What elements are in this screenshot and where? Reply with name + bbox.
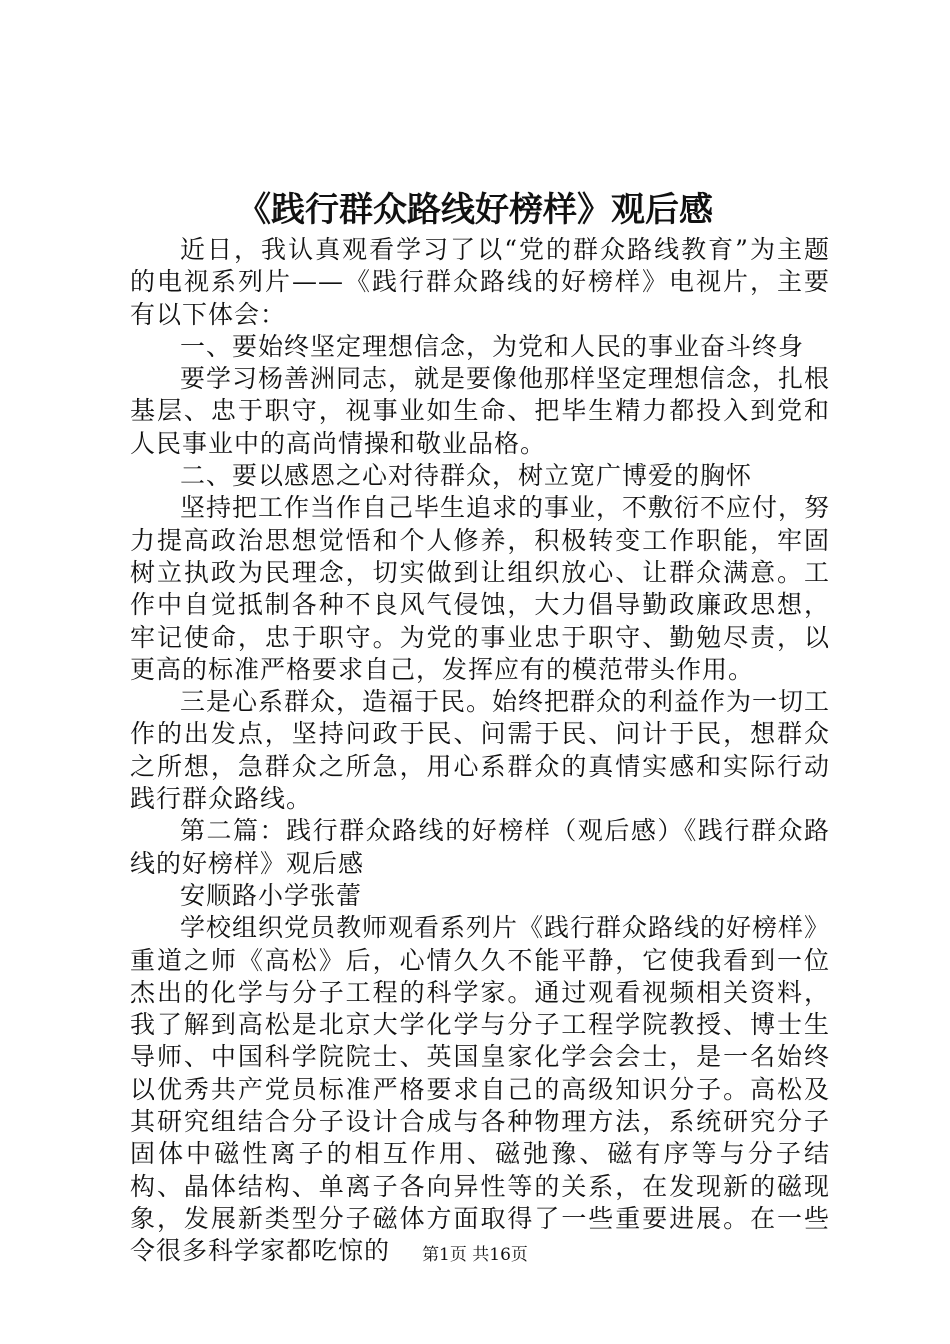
paragraph-2: 坚持把工作当作自己毕生追求的事业，不敷衍不应付，努力提高政治思想觉悟和个人修养，积极转变工作职能，牢固树立执政为民理念，切实做到让组织放心、让群众满意。工作中自觉抵制各种不良风气侵蚀，大力倡导勤政廉政思想，牢记使命，忠于职守。为党的事业忠于职守、勤勉尽责，以更高的标准严格要求自己，发挥应有的模范带头作用。 <box>130 493 831 684</box>
paragraph-3: 三是心系群众，造福于民。始终把群众的利益作为一切工作的出发点，坚持问政于民、问需于民、问计于民，想群众之所想，急群众之所急，用心系群众的真情实感和实际行动践行群众路线。 <box>130 687 831 814</box>
page-number: 第1页 共16页 <box>422 1245 528 1265</box>
paragraph-intro: 近日，我认真观看学习了以“党的群众路线教育”为主题的电视系列片——《践行群众路线的好榜样》电视片，主要有以下体会： <box>130 235 830 329</box>
paragraph-4: 学校组织党员教师观看系列片《践行群众路线的好榜样》重道之师《高松》后，心情久久不能平静，它使我看到一位杰出的化学与分子工程的科学家。通过观看视频相关资料，我了解到高松是北京大学化学与分子工程学院教授、博士生导师、中国科学院院士、英国皇家化学会会士，是一名始终以优秀共产党员标准严格要求自己的高级知识分子。高松及其研究组结合分子设计合成与各种物理方法，系统研究分子固体中磁性离子的相互作用、磁弛豫、磁有序等与分子结构、晶体结构、单离子各向异性等的关系，在发现新的磁现象，发展新类型分子磁体方面取得了一些重要进展。在一些令很多科学家都吃惊的 <box>130 913 831 1266</box>
paragraph-1: 要学习杨善洲同志，就是要像他那样坚定理想信念，扎根基层、忠于职守，视事业如生命、把毕生精力都投入到党和人民事业中的高尚情操和敬业品格。 <box>130 364 831 458</box>
second-article-heading: 第二篇：践行群众路线的好榜样（观后感）《践行群众路线的好榜样》观后感 <box>130 816 830 878</box>
author-line: 安顺路小学张蕾 <box>180 880 363 910</box>
section-heading-2: 二、要以感恩之心对待群众，树立宽广博爱的胸怀 <box>180 461 753 491</box>
document-body <box>130 234 830 1268</box>
section-heading-1: 一、要始终坚定理想信念，为党和人民的事业奋斗终身 <box>180 331 805 361</box>
document-title: 《践行群众路线好榜样》观后感 <box>237 190 713 230</box>
